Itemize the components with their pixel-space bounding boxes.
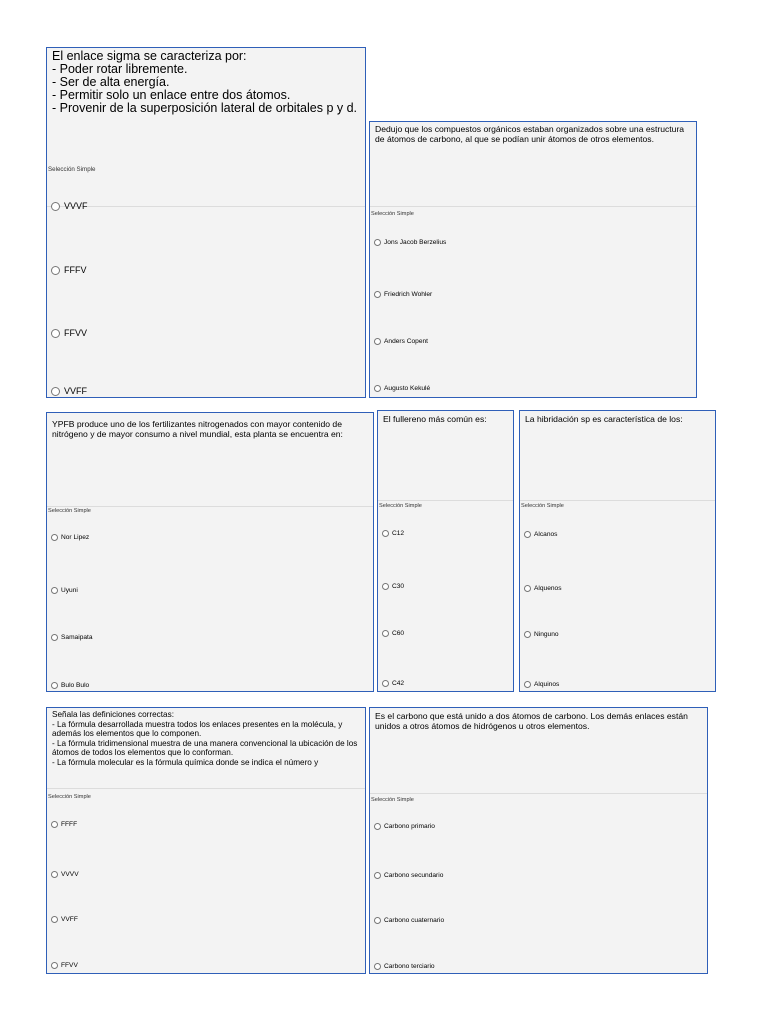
- question-1-option-3[interactable]: [51, 328, 87, 338]
- option-label: VVFF: [61, 916, 78, 923]
- radio-button-icon[interactable]: [374, 385, 381, 392]
- radio-button-icon[interactable]: [382, 680, 389, 687]
- radio-button-icon[interactable]: [374, 872, 381, 879]
- option-label: C12: [392, 530, 405, 537]
- question-1-divider: [47, 206, 365, 207]
- radio-button-icon[interactable]: [374, 338, 381, 345]
- question-2-option-3[interactable]: [374, 338, 428, 345]
- radio-button-icon[interactable]: [51, 962, 58, 969]
- question-6-option-2[interactable]: [51, 871, 79, 878]
- question-4-text: El fullereno más común es:: [383, 414, 487, 424]
- question-5-option-4[interactable]: [524, 681, 559, 688]
- radio-button-icon[interactable]: [51, 202, 60, 211]
- radio-button-icon[interactable]: [374, 917, 381, 924]
- question-2-text: Dedujo que los compuestos orgánicos estaban organizados sobre una estructura de átomos de carbono, al que se podían unir átomos de otros elementos.: [375, 124, 685, 144]
- radio-button-icon[interactable]: [524, 531, 531, 538]
- radio-button-icon[interactable]: [51, 266, 60, 275]
- question-1-text: El enlace sigma se caracteriza por: - Poder rotar libremente. - Ser de alta energía. - Permitir solo un enlace entre dos átomos. - Provenir de la superposición lateral de orbitales p y d.: [52, 49, 358, 115]
- question-card-3: [46, 412, 374, 692]
- question-1-option-1[interactable]: [51, 201, 88, 211]
- question-7-option-3[interactable]: [374, 917, 444, 924]
- radio-button-icon[interactable]: [382, 583, 389, 590]
- question-2-selection-label: Selección Simple: [371, 211, 414, 217]
- option-label: Augusto Kekulé: [384, 385, 431, 392]
- radio-button-icon[interactable]: [51, 916, 58, 923]
- option-label: VVFF: [64, 386, 88, 396]
- question-5-divider: [520, 500, 715, 501]
- question-5-selection-label: Selección Simple: [521, 503, 564, 509]
- option-label: FFFF: [61, 821, 78, 828]
- radio-button-icon[interactable]: [382, 530, 389, 537]
- question-2-option-4[interactable]: [374, 385, 430, 392]
- radio-button-icon[interactable]: [51, 387, 60, 396]
- question-6-option-3[interactable]: [51, 916, 78, 923]
- option-label: Bulo Bulo: [61, 682, 90, 689]
- option-label: Uyuni: [61, 587, 78, 594]
- radio-button-icon[interactable]: [382, 630, 389, 637]
- option-label: VVVF: [64, 201, 88, 211]
- question-6-option-1[interactable]: [51, 821, 77, 828]
- question-5-option-1[interactable]: [524, 531, 557, 538]
- question-card-5: [519, 410, 716, 692]
- radio-button-icon[interactable]: [524, 631, 531, 638]
- question-7-selection-label: Selección Simple: [371, 797, 414, 803]
- question-1-selection-label: Selección Simple: [48, 166, 96, 173]
- option-label: Carbono cuaternario: [384, 917, 445, 924]
- question-card-7: [369, 707, 708, 974]
- question-1-option-4[interactable]: [51, 386, 87, 396]
- question-3-option-4[interactable]: [51, 682, 89, 689]
- question-4-option-4[interactable]: [382, 680, 404, 687]
- question-3-option-2[interactable]: [51, 587, 78, 594]
- radio-button-icon[interactable]: [374, 963, 381, 970]
- question-4-option-3[interactable]: [382, 630, 404, 637]
- question-2-option-2[interactable]: [374, 291, 432, 298]
- question-2-option-1[interactable]: [374, 239, 446, 246]
- radio-button-icon[interactable]: [374, 291, 381, 298]
- option-label: Alquenos: [534, 585, 562, 592]
- option-label: Alquinos: [534, 681, 560, 688]
- option-label: Friedrich Wohler: [384, 291, 433, 298]
- question-7-divider: [370, 793, 707, 794]
- question-2-divider: [370, 206, 696, 207]
- option-label: Jons Jacob Berzelius: [384, 239, 447, 246]
- question-6-selection-label: Selección Simple: [48, 794, 91, 800]
- option-label: Nor Lipez: [61, 534, 90, 541]
- option-label: Ninguno: [534, 631, 559, 638]
- question-6-divider: [47, 788, 365, 789]
- question-6-option-4[interactable]: [51, 962, 78, 969]
- radio-button-icon[interactable]: [51, 871, 58, 878]
- option-label: C60: [392, 630, 405, 637]
- option-label: Anders Copent: [384, 338, 428, 345]
- question-card-4: [377, 410, 514, 692]
- question-3-text: YPFB produce uno de los fertilizantes nitrogenados con mayor contenido de nitrógeno y de mayor consumo a nivel mundial, esta planta se encuentra en:: [52, 419, 343, 439]
- question-card-2: [369, 121, 697, 398]
- question-7-text: Es el carbono que está unido a dos átomos de carbono. Los demás enlaces están unidos a otros átomos de hidrógenos u otros elementos.: [375, 711, 688, 731]
- question-7-option-2[interactable]: [374, 872, 443, 879]
- radio-button-icon[interactable]: [51, 534, 58, 541]
- option-label: C42: [392, 680, 405, 687]
- option-label: Carbono secundario: [384, 872, 444, 879]
- radio-button-icon[interactable]: [51, 634, 58, 641]
- option-label: FFVV: [61, 962, 78, 969]
- question-5-option-3[interactable]: [524, 631, 559, 638]
- question-5-text: La hibridación sp es característica de los:: [525, 414, 683, 424]
- option-label: Alcanos: [534, 531, 558, 538]
- radio-button-icon[interactable]: [524, 585, 531, 592]
- option-label: Carbono terciario: [384, 963, 435, 970]
- question-4-selection-label: Selección Simple: [379, 503, 422, 509]
- question-3-selection-label: Selección Simple: [48, 508, 91, 514]
- option-label: Samaipata: [61, 634, 93, 641]
- question-6-text: Señala las definiciones correctas: - La fórmula desarrollada muestra todos los enlaces presentes en la molécula, y además los elementos que lo componen. - La fórmula tridimensional muestra de una manera convencional la ubicación de los átomos de todos los elementos que lo conforman. - La fórmula molecular es la fórmula química donde se indica el número y: [52, 710, 358, 767]
- question-card-6: [46, 707, 366, 974]
- radio-button-icon[interactable]: [51, 821, 58, 828]
- question-1-option-2[interactable]: [51, 265, 87, 275]
- question-7-option-1[interactable]: [374, 823, 435, 830]
- radio-button-icon[interactable]: [374, 239, 381, 246]
- question-4-divider: [378, 500, 513, 501]
- radio-button-icon[interactable]: [374, 823, 381, 830]
- option-label: C30: [392, 583, 405, 590]
- question-card-1: [46, 47, 366, 398]
- option-label: FFVV: [64, 328, 88, 338]
- radio-button-icon[interactable]: [51, 329, 60, 338]
- question-3-option-3[interactable]: [51, 634, 93, 641]
- option-label: Carbono primario: [384, 823, 435, 830]
- radio-button-icon[interactable]: [524, 681, 531, 688]
- question-4-option-1[interactable]: [382, 530, 404, 537]
- option-label: FFFV: [64, 265, 87, 275]
- radio-button-icon[interactable]: [51, 682, 58, 689]
- radio-button-icon[interactable]: [51, 587, 58, 594]
- option-label: VVVV: [61, 871, 79, 878]
- question-3-option-1[interactable]: [51, 534, 89, 541]
- question-5-option-2[interactable]: [524, 585, 562, 592]
- question-3-divider: [47, 506, 373, 507]
- question-7-option-4[interactable]: [374, 963, 435, 970]
- question-4-option-2[interactable]: [382, 583, 404, 590]
